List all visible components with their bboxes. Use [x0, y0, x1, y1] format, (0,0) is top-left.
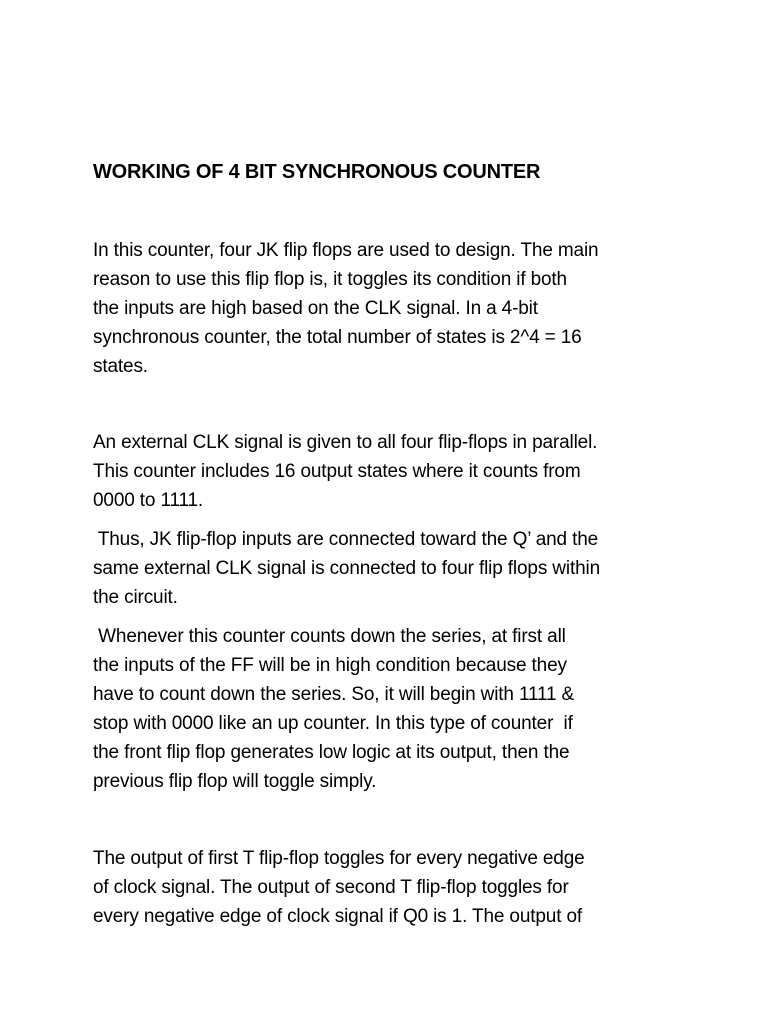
paragraph-line: This counter includes 16 output states where it counts from	[93, 461, 581, 482]
paragraph-line: Thus, JK flip-flop inputs are connected toward the Q’ and the	[93, 529, 599, 550]
paragraph-line: The output of first T flip-flop toggles for every negative edge	[93, 848, 585, 869]
paragraph-line: reason to use this flip flop is, it toggles its condition if both	[93, 269, 567, 290]
paragraph-jk-inputs	[93, 525, 693, 612]
paragraph-intro	[93, 236, 693, 381]
paragraph-line: 0000 to 1111.	[93, 490, 204, 511]
paragraph-clk-signal	[93, 428, 693, 515]
paragraph-line: same external CLK signal is connected to four flip flops within	[93, 558, 600, 579]
document-heading: WORKING OF 4 BIT SYNCHRONOUS COUNTER	[93, 161, 541, 183]
paragraph-line: In this counter, four JK flip flops are used to design. The main	[93, 240, 599, 261]
paragraph-line: stop with 0000 like an up counter. In this type of counter if	[93, 713, 573, 734]
paragraph-line: the circuit.	[93, 587, 178, 608]
paragraph-line: of clock signal. The output of second T flip-flop toggles for	[93, 877, 569, 898]
paragraph-t-flip-flop-output	[93, 844, 693, 931]
paragraph-line: states.	[93, 356, 148, 377]
paragraph-line: the front flip flop generates low logic at its output, then the	[93, 742, 570, 763]
paragraph-line: Whenever this counter counts down the series, at first all	[93, 626, 566, 647]
paragraph-line: An external CLK signal is given to all four flip-flops in parallel.	[93, 432, 598, 453]
paragraph-line: previous flip flop will toggle simply.	[93, 771, 377, 792]
paragraph-line: have to count down the series. So, it will begin with 1111 &	[93, 684, 575, 705]
paragraph-line: synchronous counter, the total number of states is 2^4 = 16	[93, 327, 582, 348]
paragraph-count-down	[93, 622, 693, 796]
paragraph-line: every negative edge of clock signal if Q0 is 1. The output of	[93, 906, 583, 927]
paragraph-line: the inputs are high based on the CLK signal. In a 4-bit	[93, 298, 538, 319]
paragraph-line: the inputs of the FF will be in high condition because they	[93, 655, 567, 676]
